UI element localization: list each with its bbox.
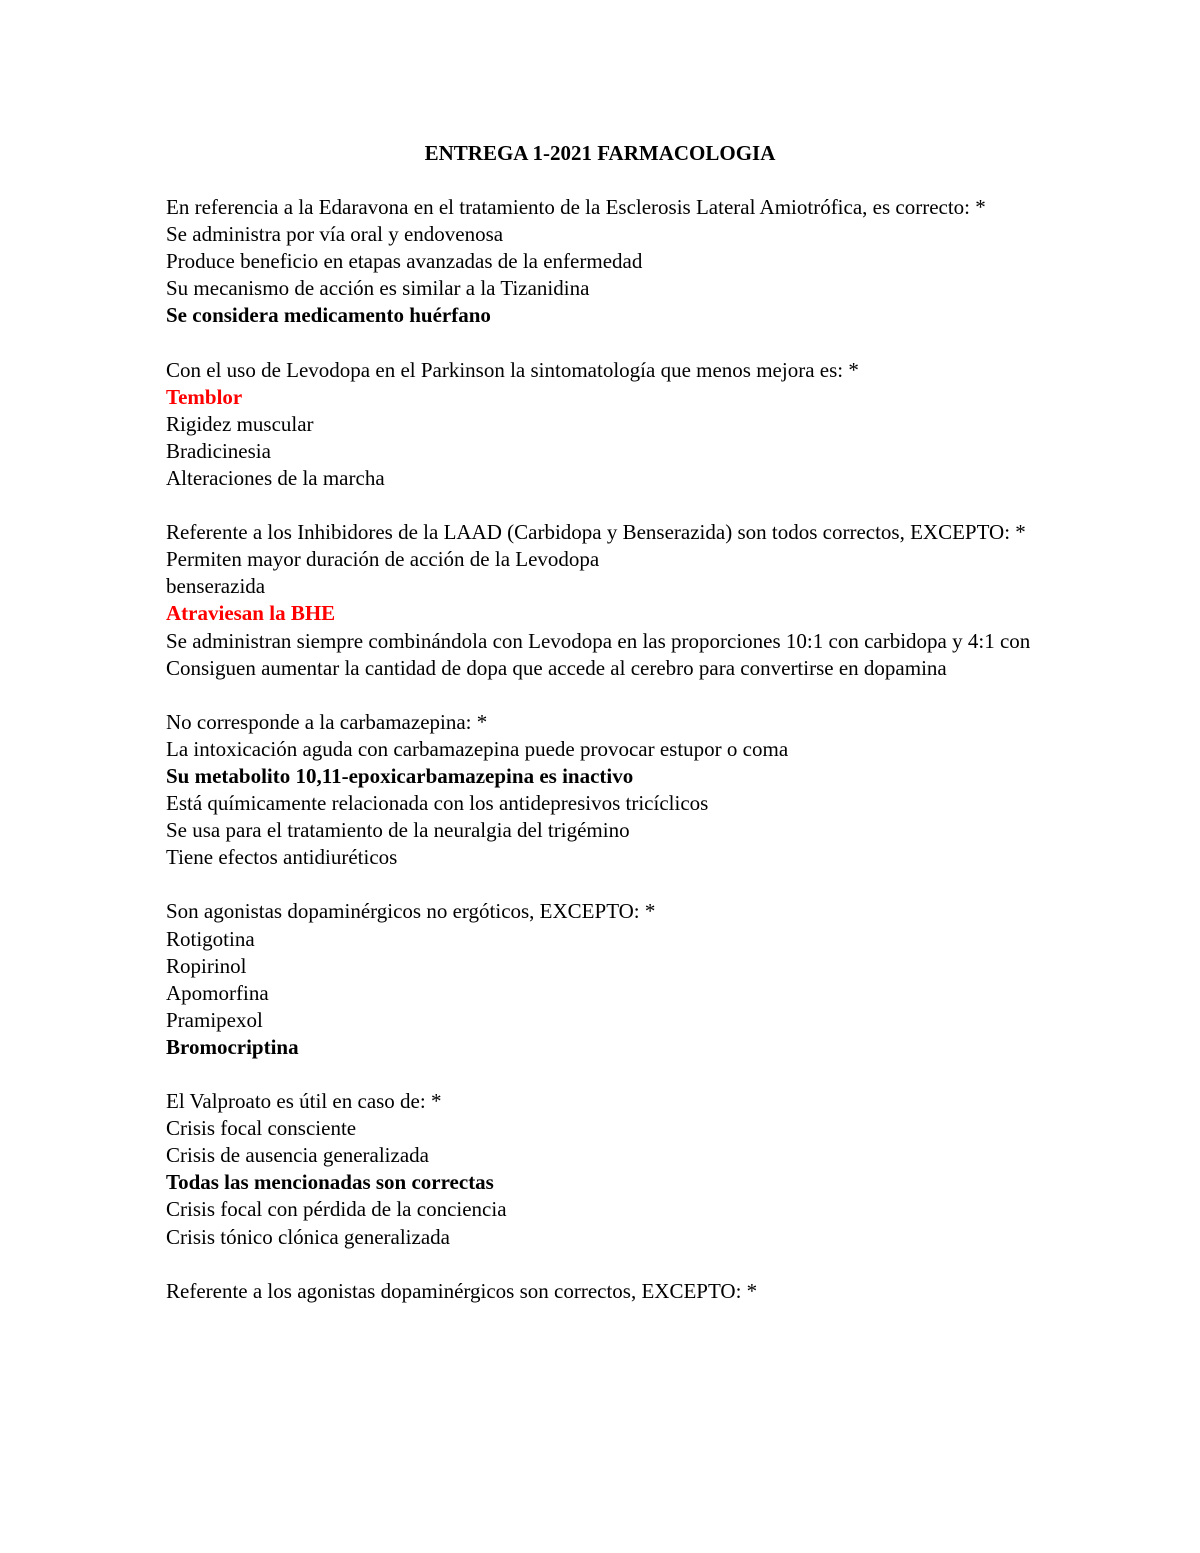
answer-option: Apomorfina (166, 980, 269, 1005)
answer-option: Crisis focal con pérdida de la conciencia (166, 1197, 507, 1222)
answer-option: Se administra por vía oral y endovenosa (166, 222, 504, 247)
question-block (166, 709, 1046, 872)
answer-option: La intoxicación aguda con carbamazepina puede provocar estupor o coma (166, 736, 789, 761)
answer-option: Bradicinesia (166, 438, 271, 463)
correct-answer-option: Bromocriptina (166, 1034, 299, 1059)
question-prompt: Con el uso de Levodopa en el Parkinson la sintomatología que menos mejora es: * (166, 357, 859, 382)
document-body (166, 194, 1046, 1332)
answer-option: Crisis de ausencia generalizada (166, 1143, 429, 1168)
question-prompt: En referencia a la Edaravona en el tratamiento de la Esclerosis Lateral Amiotrófica, es correcto: * (166, 195, 986, 219)
answer-option: Rigidez muscular (166, 411, 314, 436)
correct-answer-option: Su metabolito 10,11-epoxicarbamazepina es inactivo (166, 763, 634, 788)
question-prompt: El Valproato es útil en caso de: * (166, 1089, 442, 1114)
answer-option: Alteraciones de la marcha (166, 465, 385, 490)
answer-option: Pramipexol (166, 1007, 263, 1032)
question-prompt: Referente a los Inhibidores de la LAAD (Carbidopa y Benserazida) son todos correctos, EXCEPTO: * (166, 520, 1026, 545)
correct-answer-option: Temblor (166, 384, 243, 409)
answer-option: benserazida (166, 574, 266, 599)
question-block (166, 898, 1046, 1061)
answer-option: Produce beneficio en etapas avanzadas de la enfermedad (166, 249, 643, 274)
correct-answer-option: Atraviesan la BHE (166, 601, 336, 626)
question-block (166, 194, 1046, 329)
answer-option: Consiguen aumentar la cantidad de dopa que accede al cerebro para convertirse en dopamina (166, 655, 947, 680)
document-title: ENTREGA 1-2021 FARMACOLOGIA (424, 141, 776, 165)
answer-option: Está químicamente relacionada con los antidepresivos tricíclicos (166, 791, 709, 816)
answer-option: Permiten mayor duración de acción de la Levodopa (166, 547, 600, 572)
answer-option: Ropirinol (166, 953, 247, 978)
answer-option: Se usa para el tratamiento de la neuralgia del trigémino (166, 818, 630, 843)
question-prompt: No corresponde a la carbamazepina: * (166, 709, 488, 734)
question-block (166, 519, 1046, 682)
correct-answer-option: Se considera medicamento huérfano (166, 303, 491, 328)
answer-option: Se administran siempre combinándola con Levodopa en las proporciones 10:1 con carbidopa y 4:1 con (166, 628, 1031, 653)
answer-option: Crisis focal consciente (166, 1116, 357, 1141)
answer-option: Crisis tónico clónica generalizada (166, 1224, 450, 1249)
question-block (166, 357, 1046, 492)
question-block (166, 1088, 1046, 1251)
question-prompt: Referente a los agonistas dopaminérgicos son correctos, EXCEPTO: * (166, 1278, 758, 1303)
correct-answer-option: Todas las mencionadas son correctas (166, 1170, 494, 1195)
answer-option: Tiene efectos antidiuréticos (166, 845, 398, 870)
question-prompt: Son agonistas dopaminérgicos no ergóticos, EXCEPTO: * (166, 899, 656, 924)
question-block (166, 1278, 1046, 1305)
answer-option: Rotigotina (166, 926, 255, 951)
answer-option: Su mecanismo de acción es similar a la Tizanidina (166, 276, 590, 301)
